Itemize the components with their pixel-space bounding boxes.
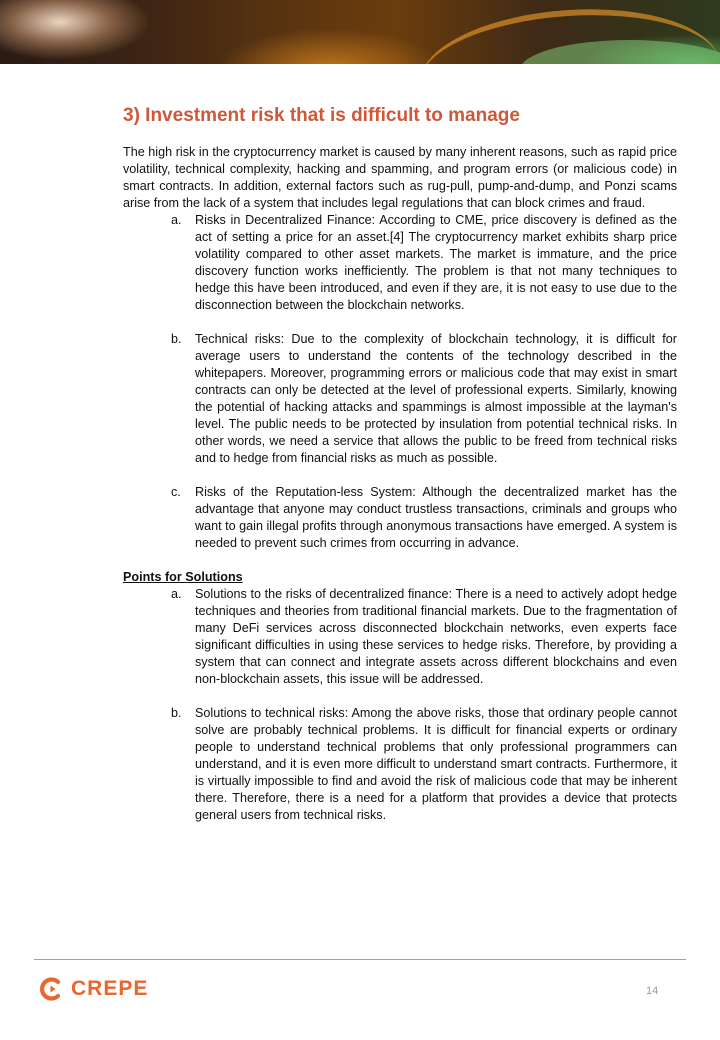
list-item-text: Technical risks: Due to the complexity of blockchain technology, it is difficult for average users to understand the contents of the technology described in the whitepapers. Moreover, programming errors or malicious code that may exist in smart contracts can only be detected at the level of professional experts. Similarly, knowing the potential of hacking attacks and spammings is almost impossible at the layman's level. The public needs to be protected by insulation from potential technical risks. In other words, we need a service that allows the public to be freed from technical risks and to hedge from financial risks as much as possible. [195, 332, 677, 465]
page-number: 14 [646, 985, 659, 997]
crepe-logo [38, 977, 148, 1001]
list-item-text: Solutions to technical risks: Among the above risks, those that ordinary people cannot solve are probably technical problems. It is difficult for financial experts or ordinary people to understand technical problems that only professional programmers can understand, and it is even more difficult to understand smart contracts. Furthermore, it is virtually impossible to find and avoid the risk of malicious code that may be inherent there. Therefore, there is a need for a platform that provides a device that protects general users from technical risks. [195, 706, 677, 822]
list-marker: b. [171, 706, 182, 720]
list-marker: c. [171, 485, 181, 499]
solutions-heading: Points for Solutions [123, 570, 243, 584]
footer-divider [34, 959, 686, 960]
page-content [123, 104, 677, 824]
list-item-text: Risks in Decentralized Finance: According to CME, price discovery is defined as the act of setting a price for an asset.[4] The cryptocurrency market exhibits sharp price volatility compared to other asset markets. The market is immature, and the price discovery function works inefficiently. The problem is that not many techniques to hedge this have been introduced, and even if they are, it is not easy to use due to the disconnection between the blockchain networks. [195, 213, 677, 312]
list-marker: a. [171, 587, 182, 601]
intro-paragraph: The high risk in the cryptocurrency market is caused by many inherent reasons, such as rapid price volatility, technical complexity, hacking and spamming, and program errors (or malicious code) in smart contracts. In addition, external factors such as rug-pull, pump-and-dump, and Ponzi scams arise from the lack of a system that includes legal regulations that can block crimes and fraud. [123, 145, 677, 210]
list-marker: a. [171, 213, 182, 227]
risks-list [123, 212, 677, 552]
list-item-text: Solutions to the risks of decentralized finance: There is a need to actively adopt hedge techniques and theories from traditional financial markets. Due to the fragmentation of many DeFi services across disconnected blockchain networks, even experts face significant difficulties in using these services to hedge risks. Therefore, by providing a system that can connect and integrate assets across different blockchains and even non-blockchain assets, this issue will be addressed. [195, 587, 677, 686]
crepe-logo-icon [38, 977, 64, 1001]
list-item [123, 586, 677, 688]
list-marker: b. [171, 332, 182, 346]
logo-text: CREPE [71, 977, 149, 1000]
header-banner [0, 0, 720, 64]
list-item [123, 705, 677, 824]
list-item [123, 484, 677, 552]
list-item-text: Risks of the Reputation-less System: Although the decentralized market has the advantage that anyone may conduct trustless transactions, criminals and groups who want to gain illegal profits through anonymous transactions have emerged. A system is needed to prevent such crimes from occurring in advance. [195, 485, 677, 550]
section-title: 3) Investment risk that is difficult to manage [123, 105, 520, 126]
list-item [123, 331, 677, 467]
list-item [123, 212, 677, 314]
solutions-list [123, 586, 677, 824]
